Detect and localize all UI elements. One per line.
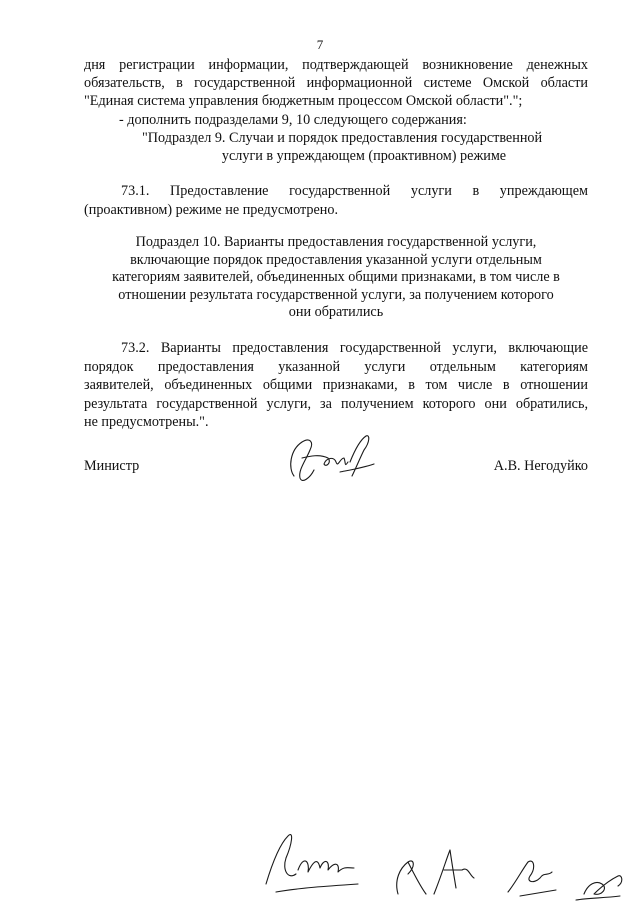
intro-line: обязательств, в государственной информационной системе Омской области <box>84 75 588 92</box>
paragraph-73-1 <box>84 182 588 219</box>
subsection-10-heading-line: отношении результата государственной услуги, за получением которого <box>118 286 554 303</box>
subsection-9-heading-line: "Подраздел 9. Случаи и порядок предоставления государственной <box>142 130 543 146</box>
subsection-10-heading-line: Подраздел 10. Варианты предоставления государственной услуги, <box>135 234 537 250</box>
paragraph-73-2-line: результата государственной услуги, за получением которого они обратились, <box>84 395 588 412</box>
paragraph-73-2-line: заявителей, объединенных общими признаками, в том числе в отношении <box>84 377 588 394</box>
paragraph-73-2-line: порядок предоставления указанной услуги отдельным категориям <box>84 358 588 375</box>
page-number: 7 <box>316 37 324 52</box>
subsection-10-heading-line: они обратились <box>288 304 384 320</box>
subsection-10-heading-line: включающие порядок предоставления указанной услуги отдельным <box>130 251 542 268</box>
paragraph-73-1-line: (проактивном) режиме не предусмотрено. <box>84 201 338 218</box>
signatory-name: А.В. Негодуйко <box>493 458 588 474</box>
handwritten-signature <box>280 428 380 490</box>
paragraph-73-1-line: 73.1. Предоставление государственной услуги в упреждающем <box>121 183 588 199</box>
paragraph-73-2-line: 73.2. Варианты предоставления государственной услуги, включающие <box>121 340 588 356</box>
subsection-10-heading-line: категориям заявителей, объединенных общими признаками, в том числе в <box>112 269 560 285</box>
subsection-9-heading-line: услуги в упреждающем (проактивном) режиме <box>221 148 507 164</box>
paragraph-73-2 <box>84 339 588 432</box>
intro-line: дня регистрации информации, подтверждающей возникновение денежных <box>84 57 588 73</box>
paragraph-73-2-line: не предусмотрены.". <box>84 414 209 431</box>
intro-line: "Единая система управления бюджетным процессом Омской области"."; <box>84 93 523 110</box>
approval-initials-signatures <box>258 814 638 904</box>
subsection-9-heading <box>140 129 588 165</box>
signatory-title: Министр <box>84 458 140 474</box>
amendment-line: - дополнить подразделами 9, 10 следующего содержания: <box>119 112 467 128</box>
subsection-10-heading <box>84 234 588 322</box>
intro-paragraph <box>84 56 588 111</box>
